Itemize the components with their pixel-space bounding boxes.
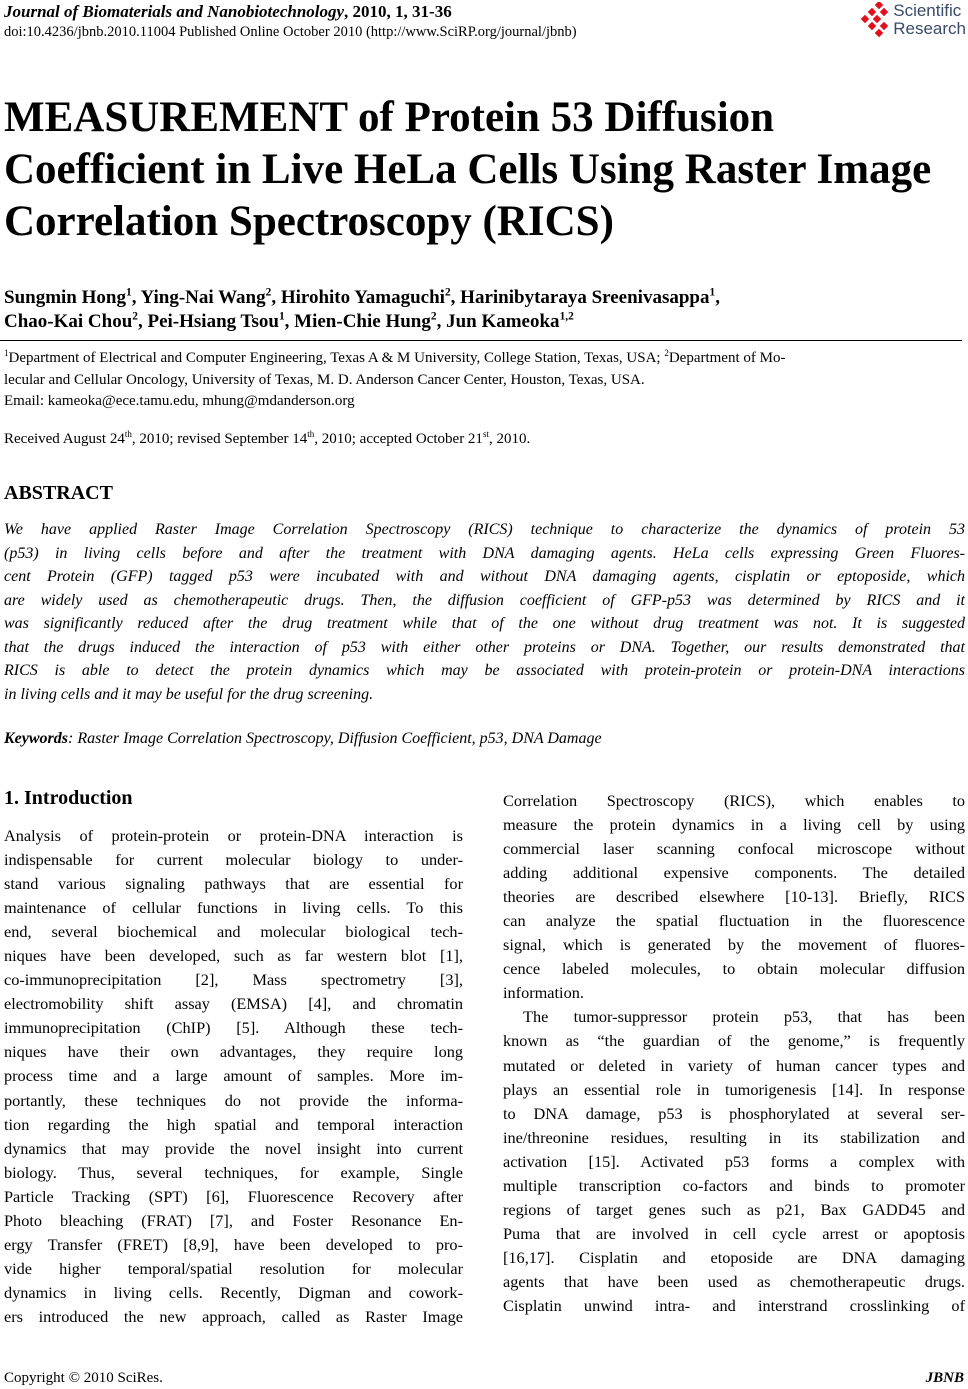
title-line: MEASUREMENT of Protein 53 Diffusion bbox=[4, 94, 775, 141]
abstract-line: are widely used as chemotherapeutic drugs. Then, the diffusion coefficient of GFP-p53 was determined by RICS and it bbox=[4, 591, 965, 609]
separator: , bbox=[137, 311, 148, 332]
author-name: Pei-Hsiang Tsou bbox=[147, 311, 279, 332]
author-affil-sup: 2 bbox=[265, 286, 272, 299]
ordinal: st bbox=[482, 429, 489, 439]
body-line: biology. Thus, several techniques, for example, Single bbox=[4, 1162, 463, 1182]
body-line: [16,17]. Cisplatin and etoposide are DNA damaging bbox=[503, 1247, 965, 1267]
affil-sup: 1 bbox=[4, 348, 9, 358]
email-line: Email: kameoka@ece.tamu.edu, mhung@mdanderson.org bbox=[4, 393, 355, 409]
author-affil-sup: 1 bbox=[125, 286, 132, 299]
author-name: Ying-Nai Wang bbox=[140, 287, 266, 308]
body-line: ine/threonine residues, resulting in its stabilization and bbox=[503, 1127, 965, 1147]
affiliation-2: Department of Mo- bbox=[668, 350, 786, 366]
logo-line-1: Scientific bbox=[893, 1, 962, 20]
separator: , bbox=[450, 287, 461, 308]
abstract-line: (p53) in living cells before and after the treatment with DNA damaging agents. HeLa cells expressing Green Fluores- bbox=[4, 544, 965, 562]
body-line: plays an essential role in tumorigenesis [14]. In response bbox=[503, 1079, 965, 1099]
body-line: ers introduced the new approach, called as Raster Image bbox=[4, 1306, 463, 1326]
body-line: Puma that are involved in cell cycle arrest or apoptosis bbox=[503, 1223, 965, 1243]
body-line: multiple transcription co-factors and binds to promoter bbox=[503, 1175, 965, 1195]
title-line: Coefficient in Live HeLa Cells Using Raster Image bbox=[4, 146, 932, 193]
journal-volume: , 2010, 1, 31-36 bbox=[344, 2, 452, 21]
body-line: dynamics in living cells. Recently, Digman and cowork- bbox=[4, 1282, 463, 1302]
separator: , bbox=[715, 287, 720, 308]
accepted-text: , 2010; accepted October 21 bbox=[314, 431, 483, 447]
author-affil-sup: 1,2 bbox=[559, 310, 574, 323]
body-line: agents that have been used as chemotherapeutic drugs. bbox=[503, 1271, 965, 1291]
author-name: Chao-Kai Chou bbox=[4, 311, 133, 332]
body-line: known as “the guardian of the genome,” is frequently bbox=[503, 1031, 965, 1051]
body-line: stand various signaling pathways that are essential for bbox=[4, 874, 463, 894]
body-line: signal, which is generated by the movement of fluores- bbox=[503, 935, 965, 955]
journal-name: Journal of Biomaterials and Nanobiotechnology bbox=[4, 2, 345, 21]
separator: , bbox=[284, 311, 295, 332]
body-line: theories are described elsewhere [10-13]. Briefly, RICS bbox=[503, 887, 965, 907]
divider bbox=[0, 340, 962, 341]
author-affil-sup: 2 bbox=[430, 310, 437, 323]
body-line: maintenance of cellular functions in living cells. To this bbox=[4, 898, 463, 918]
journal-abbr: JBNB bbox=[925, 1370, 964, 1386]
body-line: co-immunoprecipitation [2], Mass spectrometry [3], bbox=[4, 970, 463, 990]
separator: , bbox=[271, 287, 281, 308]
body-line: process time and a large amount of samples. More im- bbox=[4, 1066, 463, 1086]
body-line: niques have their own advantages, they require long bbox=[4, 1042, 463, 1062]
body-line: Photo bleaching (FRAT) [7], and Foster Resonance En- bbox=[4, 1210, 463, 1230]
author-name: Jun Kameoka bbox=[446, 311, 560, 332]
affiliations bbox=[4, 348, 964, 413]
body-line: to DNA damage, p53 is phosphorylated at several ser- bbox=[503, 1103, 965, 1123]
body-line: niques have been developed, such as far western blot [1], bbox=[4, 946, 463, 966]
author-name: Sungmin Hong bbox=[4, 287, 126, 308]
copyright: Copyright © 2010 SciRes. bbox=[4, 1370, 163, 1386]
ordinal: th bbox=[307, 429, 315, 439]
body-line: electromobility shift assay (EMSA) [4], and chromatin bbox=[4, 994, 463, 1014]
keywords-text: : Raster Image Correlation Spectroscopy, Diffusion Coefficient, p53, DNA Damage bbox=[68, 730, 602, 747]
body-line: measure the protein dynamics in a living cell by using bbox=[503, 815, 965, 835]
logo-diamonds-icon bbox=[856, 2, 890, 38]
keywords bbox=[4, 730, 602, 748]
abstract-line: in living cells and it may be useful for the drug screening. bbox=[4, 685, 374, 703]
author-name: Hirohito Yamaguchi bbox=[280, 287, 445, 308]
body-line: commercial laser scanning confocal microscope without bbox=[503, 839, 965, 859]
author-name: Harinibytaraya Sreenivasappa bbox=[460, 287, 710, 308]
logo-line-2: Research bbox=[893, 19, 966, 38]
ordinal: th bbox=[124, 429, 132, 439]
separator: , bbox=[436, 311, 447, 332]
abstract-line: was significantly reduced after the drug treatment while that of the one without drug treatment was not. It is suggested bbox=[4, 615, 965, 632]
abstract-line: that the drugs induced the interaction of p53 with either other proteins or DNA. Together, our results demonstrated that bbox=[4, 638, 965, 656]
keywords-label: Keywords bbox=[4, 730, 68, 747]
body-line: Cisplatin unwind intra- and interstrand crosslinking of bbox=[503, 1295, 965, 1315]
author-affil-sup: 1 bbox=[278, 310, 285, 323]
author-line bbox=[4, 286, 720, 310]
body-line: end, several biochemical and molecular biological tech- bbox=[4, 922, 463, 942]
revised-text: , 2010; revised September 14 bbox=[131, 431, 308, 447]
body-line: vide higher temporal/spatial resolution for molecular bbox=[4, 1258, 463, 1278]
author-affil-sup: 2 bbox=[132, 310, 138, 323]
body-line: dynamics that may provide the novel insight into current bbox=[4, 1138, 463, 1158]
journal-citation bbox=[4, 2, 452, 22]
body-line: activation [15]. Activated p53 forms a complex with bbox=[503, 1151, 965, 1171]
body-line: mutated or deleted in variety of human cancer types and bbox=[503, 1055, 965, 1075]
year-text: , 2010. bbox=[488, 431, 531, 447]
abstract-line: cent Protein (GFP) tagged p53 were incubated with and without DNA damaging agents, cisplatin or eptoposide, which bbox=[4, 568, 965, 585]
body-line: immunoprecipitation (ChIP) [5]. Although these tech- bbox=[4, 1018, 463, 1038]
separator: , bbox=[131, 287, 141, 308]
body-line: ergy Transfer (FRET) [8,9], have been developed to pro- bbox=[4, 1234, 463, 1254]
abstract-line: RICS is able to detect the protein dynamics which may be associated with protein-protein or protein-DNA interactions bbox=[4, 662, 965, 679]
title-line: Correlation Spectroscopy (RICS) bbox=[4, 198, 614, 245]
author-name: Mien-Chie Hung bbox=[294, 311, 431, 332]
received-text: Received August 24 bbox=[4, 431, 125, 447]
left-column bbox=[4, 824, 463, 1329]
author-list bbox=[4, 286, 720, 334]
received-dates bbox=[4, 431, 530, 448]
author-affil-sup: 2 bbox=[444, 286, 451, 299]
abstract-heading: ABSTRACT bbox=[4, 482, 113, 504]
body-line: tion regarding the high spatial and temporal interaction bbox=[4, 1114, 463, 1134]
doi-line: doi:10.4236/jbnb.2010.11004 Published Online October 2010 (http://www.SciRP.org/journal/jbnb) bbox=[4, 24, 577, 40]
affiliation-2-cont: lecular and Cellular Oncology, University of Texas, M. D. Anderson Cancer Center, Houston, Texas, USA. bbox=[4, 371, 645, 388]
body-line: regions of target genes such as p21, Bax GADD45 and bbox=[503, 1199, 965, 1219]
affil-sup: 2 bbox=[664, 348, 669, 358]
body-line: Particle Tracking (SPT) [6], Fluorescence Recovery after bbox=[4, 1186, 463, 1206]
paper-title bbox=[4, 92, 964, 248]
abstract-body bbox=[4, 518, 965, 706]
affiliation-1: Department of Electrical and Computer Engineering, Texas A & M University, College Station, Texas, USA; bbox=[8, 350, 665, 366]
body-line: The tumor-suppressor protein p53, that has been bbox=[523, 1007, 965, 1027]
abstract-line: We have applied Raster Image Correlation Spectroscopy (RICS) technique to characterize the dynamics of protein 53 bbox=[4, 521, 965, 538]
body-line: cence labeled molecules, to obtain molecular diffusion bbox=[503, 959, 965, 979]
publisher-logo bbox=[856, 2, 966, 38]
body-line: Analysis of protein-protein or protein-DNA interaction is bbox=[4, 826, 463, 845]
author-affil-sup: 1 bbox=[709, 286, 716, 299]
section-heading: 1. Introduction bbox=[4, 787, 133, 809]
body-line: information. bbox=[503, 983, 584, 1003]
body-line: indispensable for current molecular biology to under- bbox=[4, 850, 463, 870]
body-line: portantly, these techniques do not provide the informa- bbox=[4, 1090, 463, 1110]
body-line: can analyze the spatial fluctuation in the fluorescence bbox=[503, 911, 965, 931]
body-line: adding additional expensive components. The detailed bbox=[503, 863, 965, 883]
author-line bbox=[4, 310, 720, 334]
body-line: Correlation Spectroscopy (RICS), which enables to bbox=[503, 791, 965, 810]
right-column bbox=[503, 789, 965, 1318]
